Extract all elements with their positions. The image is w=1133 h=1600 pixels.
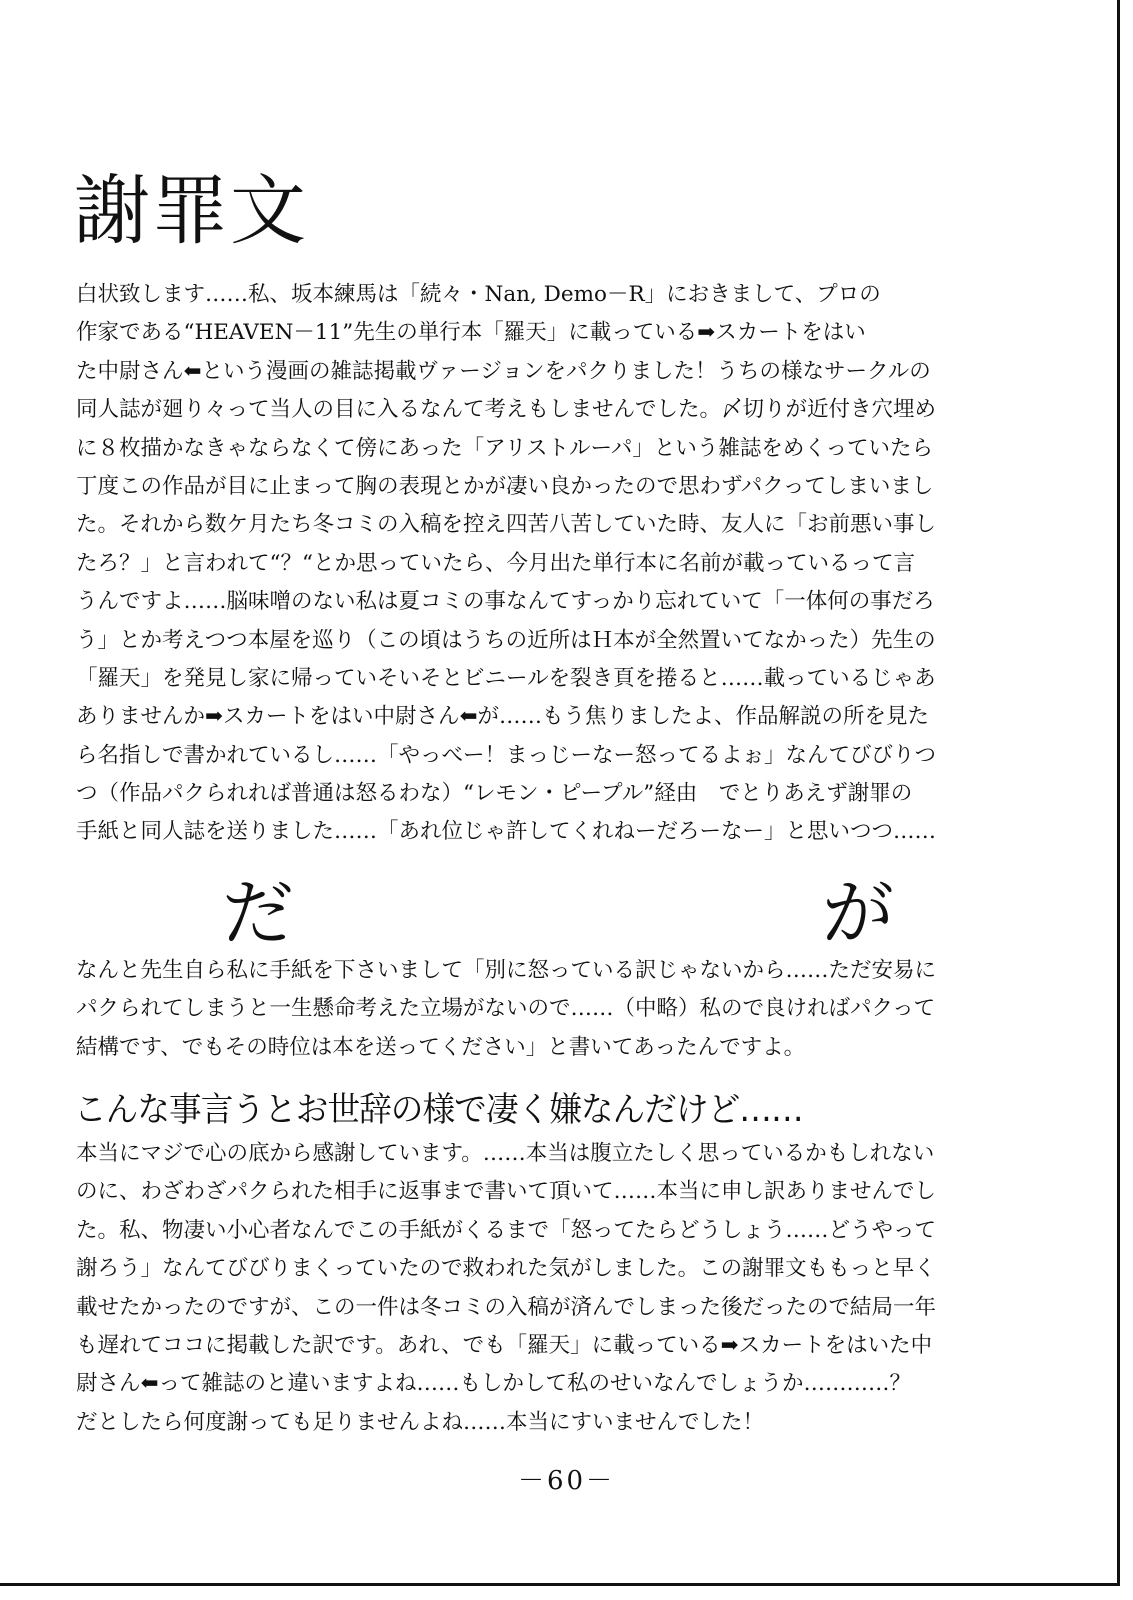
- text-line: ありませんか➡スカートをはい中尉さん⬅が……もう焦りましたよ、作品解説の所を見た: [76, 704, 930, 730]
- text-line: た。それから数ケ月たち冬コミの入稿を控え四苦八苦していた時、友人に「お前悪い事し: [76, 512, 937, 538]
- emphasis-da: だ: [222, 871, 295, 955]
- page-number: －60－: [517, 1466, 616, 1496]
- text-line: に８枚描かなきゃならなくて傍にあった「アリストルーパ」という雑誌をめくっていたら: [76, 435, 933, 461]
- text-line: のに、わざわざパクられた相手に返事まで書いて頂いて……本当に申し訳ありませんでし: [76, 1179, 937, 1205]
- text-line: も遅れてココに掲載した訳です。あれ、でも「羅天」に載っている➡スカートをはいた中: [76, 1332, 933, 1358]
- text-line: パクられてしまうと一生懸命考えた立場がないので……（中略）私ので良ければパクって: [76, 996, 936, 1022]
- paragraph-gratitude: [76, 1135, 1061, 1442]
- paragraph-reply: [76, 952, 1061, 1067]
- text-line: うんですよ……脳味噌のない私は夏コミの事なんてすっかり忘れていて「一体何の事だろ: [76, 589, 935, 615]
- text-line: 作家である“HEAVEN－11”先生の単行本「羅天」に載っている➡スカートをはい: [76, 320, 866, 346]
- text-line: なんと先生自ら私に手紙を下さいまして「別に怒っている訳じゃないから……ただ安易に: [76, 958, 937, 983]
- section-subheading: こんな事言うとお世辞の様で凄く嫌なんだけど……: [74, 1090, 803, 1130]
- text-line: 本当にマジで心の底から感謝しています。……本当は腹立たしく思っているかもしれない: [76, 1141, 935, 1166]
- text-line: 同人誌が廻り々って当人の目に入るなんて考えもしませんでした。〆切りが近付き穴埋め: [76, 397, 937, 423]
- text-line: 丁度この作品が目に止まって胸の表現とかが凄い良かったので思わずパクってしまいまし: [76, 473, 934, 499]
- emphasis-ga: が: [822, 871, 895, 955]
- text-line: 白状致します……私、坂本練馬は「続々・Nan, Demo－R」におきまして、プロの: [76, 282, 881, 307]
- text-line: つ（作品パクられれば普通は怒るわな）“レモン・ピープル”経由 でとりあえず謝罪の: [76, 781, 913, 807]
- text-line: ら名指しで書かれているし……「やっべー！まっじーなー怒ってるよぉ」なんてびびりつ: [76, 742, 937, 768]
- text-line: 手紙と同人誌を送りました……「あれ位じゃ許してくれねーだろーなー」と思いつつ……: [76, 819, 937, 845]
- text-line: 載せたかったのですが、この一件は冬コミの入稿が済んでしまった後だったので結局一年: [76, 1294, 937, 1320]
- paragraph-confession: [76, 276, 1061, 852]
- text-line: 尉さん⬅って雑誌のと違いますよね……もしかして私のせいなんでしょうか…………？: [76, 1371, 912, 1397]
- text-line: たろ？」と言われて“？“とか思っていたら、今月出た単行本に名前が載っているって言: [76, 550, 915, 576]
- text-line: 謝ろう」なんてびびりまくっていたので救われた気がしました。この謝罪文ももっと早く: [76, 1256, 936, 1282]
- page-title: 謝罪文: [74, 166, 308, 255]
- text-line: た。私、物凄い小心者なんでこの手紙がくるまで「怒ってたらどうしょう……どうやって: [76, 1217, 937, 1243]
- text-line: た中尉さん⬅という漫画の雑誌掲載ヴァージョンをパクりました！うちの様なサークルの: [76, 358, 931, 384]
- text-line: 「羅天」を発見し家に帰っていそいそとビニールを裂き頁を捲ると……載っているじゃあ: [76, 665, 936, 691]
- text-line: だとしたら何度謝っても足りませんよね……本当にすいませんでした！: [76, 1409, 765, 1435]
- text-line: 結構です、でもその時位は本を送ってください」と書いてあったんですよ。: [76, 1034, 806, 1060]
- text-line: う」とか考えつつ本屋を巡り（この頃はうちの近所はＨ本が全然置いてなかった）先生の: [76, 627, 936, 653]
